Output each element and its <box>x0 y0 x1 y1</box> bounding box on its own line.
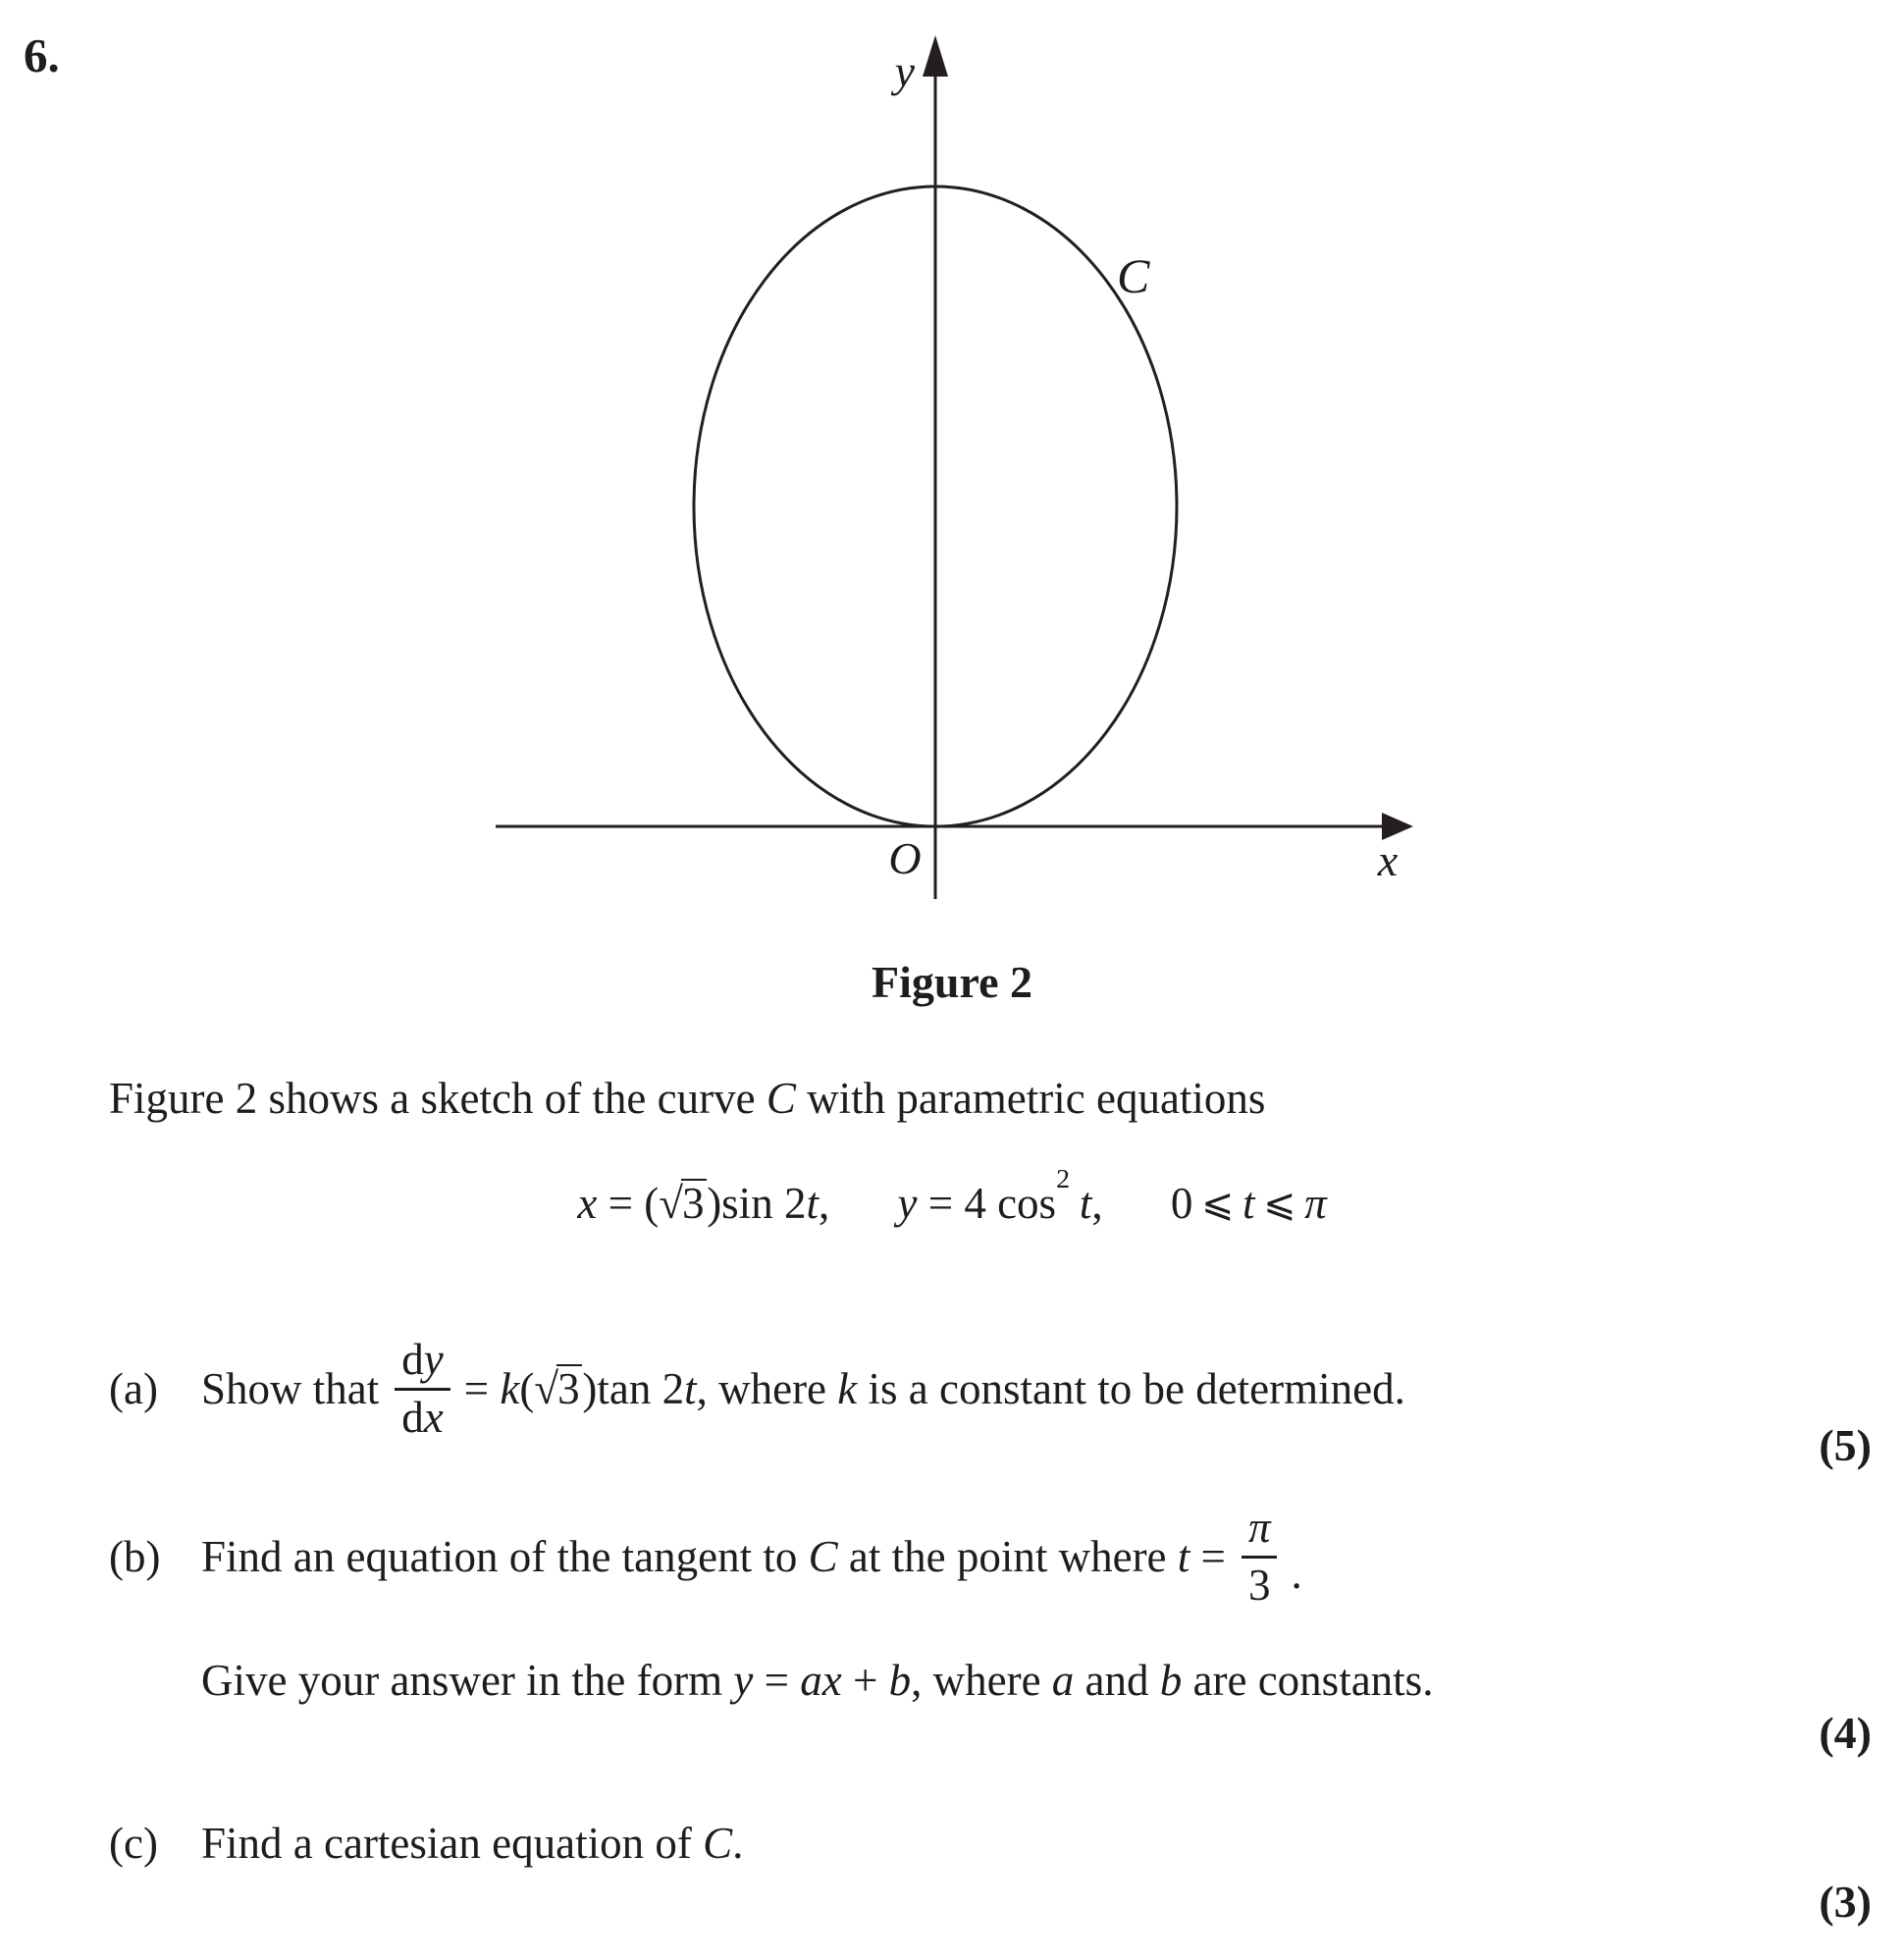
var-b: b <box>1159 1656 1183 1705</box>
part-b-statement <box>201 1531 1226 1582</box>
part-b-rest: are constants. <box>1182 1656 1434 1705</box>
and-text: and <box>1074 1656 1160 1705</box>
where-text: where <box>707 1364 838 1413</box>
three: 3 <box>1247 1560 1271 1610</box>
var-t: t <box>1079 1179 1092 1228</box>
var-t: t <box>684 1364 697 1413</box>
equation-x <box>577 1179 840 1228</box>
fraction-pi-3 <box>1242 1504 1278 1610</box>
fraction-numerator <box>395 1336 450 1391</box>
var-k: k <box>500 1364 520 1413</box>
part-c-label: (c) <box>109 1819 158 1868</box>
equals-4-cos: = 4 cos <box>917 1179 1057 1228</box>
squared-exponent: 2 <box>1056 1163 1071 1194</box>
zero: 0 <box>1170 1179 1193 1228</box>
comma: , <box>1091 1179 1103 1228</box>
part-a-label: (a) <box>109 1364 158 1413</box>
radical-sign: √ <box>659 1179 683 1228</box>
equation-y <box>897 1163 1113 1228</box>
leq-icon: ⩽ <box>1263 1181 1296 1227</box>
var-b: b <box>888 1656 912 1705</box>
curve-name: C <box>766 1074 796 1123</box>
plus: + <box>841 1656 889 1705</box>
radicand: 3 <box>681 1179 708 1226</box>
equation-range <box>1171 1179 1327 1228</box>
var-k: k <box>837 1364 858 1413</box>
give-answer-text: Give your answer in the form <box>201 1656 734 1705</box>
radical-sign: √ <box>534 1364 559 1413</box>
figure-2-sketch <box>0 0 1904 942</box>
part-c-statement <box>201 1818 743 1869</box>
part-b-lead: Find an equation of the tangent to <box>201 1532 809 1581</box>
part-b-line2 <box>201 1655 1433 1706</box>
var-t: t <box>806 1179 819 1228</box>
equals-open-paren: = ( <box>597 1179 660 1228</box>
d-upright: d <box>401 1335 424 1384</box>
var-y: y <box>423 1335 444 1384</box>
part-a-marks: (5) <box>1819 1420 1872 1470</box>
part-a <box>109 1336 1405 1442</box>
part-c-marks: (3) <box>1819 1877 1872 1927</box>
fraction-dy-dx <box>395 1336 450 1442</box>
y-axis-arrow-icon <box>923 35 948 77</box>
d-upright: d <box>401 1392 424 1442</box>
sqrt-3 <box>659 1179 707 1228</box>
x-axis-label: x <box>1377 835 1399 885</box>
var-t: t <box>1177 1532 1190 1581</box>
part-a-lead: Show that <box>201 1364 380 1413</box>
part-c-lead: Find a cartesian equation of <box>201 1819 704 1868</box>
tan-2: )tan 2 <box>582 1364 685 1413</box>
comma: , <box>818 1179 830 1228</box>
figure-caption: Figure 2 <box>872 957 1032 1007</box>
part-c <box>109 1818 743 1869</box>
question-number: 6. <box>24 28 60 82</box>
where-text: where <box>922 1656 1052 1705</box>
parametric-equations <box>0 1163 1904 1229</box>
sqrt-3 <box>534 1364 582 1413</box>
pi-symbol: π <box>1304 1179 1327 1228</box>
period: . <box>732 1819 744 1868</box>
y-axis-label: y <box>894 46 915 96</box>
part-a-statement <box>464 1363 1405 1414</box>
var-y: y <box>897 1179 918 1228</box>
curve-name: C <box>808 1532 838 1581</box>
radicand: 3 <box>556 1364 583 1411</box>
var-t: t <box>1243 1179 1255 1228</box>
equals: = <box>463 1364 501 1413</box>
origin-label: O <box>888 833 922 883</box>
open-paren: ( <box>519 1364 535 1413</box>
var-x: x <box>423 1392 444 1442</box>
fraction-denominator <box>401 1391 443 1443</box>
part-b <box>109 1504 1302 1610</box>
comma: , <box>911 1656 923 1705</box>
part-b-marks: (4) <box>1819 1708 1872 1758</box>
intro-text-pre: Figure 2 shows a sketch of the curve <box>109 1074 767 1123</box>
curve-name: C <box>703 1819 733 1868</box>
equals: = <box>753 1656 801 1705</box>
intro-sentence <box>109 1073 1265 1124</box>
period: . <box>1291 1549 1302 1599</box>
sin-2: )sin 2 <box>707 1179 807 1228</box>
var-y: y <box>733 1656 754 1705</box>
comma: , <box>696 1364 708 1413</box>
part-b-label: (b) <box>109 1532 161 1581</box>
part-a-rest: is a constant to be determined. <box>857 1364 1405 1413</box>
var-ax: ax <box>800 1656 842 1705</box>
part-b-mid: at the point where <box>837 1532 1178 1581</box>
leq-icon: ⩽ <box>1201 1181 1235 1227</box>
var-a: a <box>1051 1656 1075 1705</box>
var-x: x <box>577 1179 598 1228</box>
pi-symbol: π <box>1242 1504 1278 1559</box>
curve-label: C <box>1117 248 1150 303</box>
equals: = <box>1190 1532 1226 1581</box>
intro-text-post: with parametric equations <box>795 1074 1266 1123</box>
